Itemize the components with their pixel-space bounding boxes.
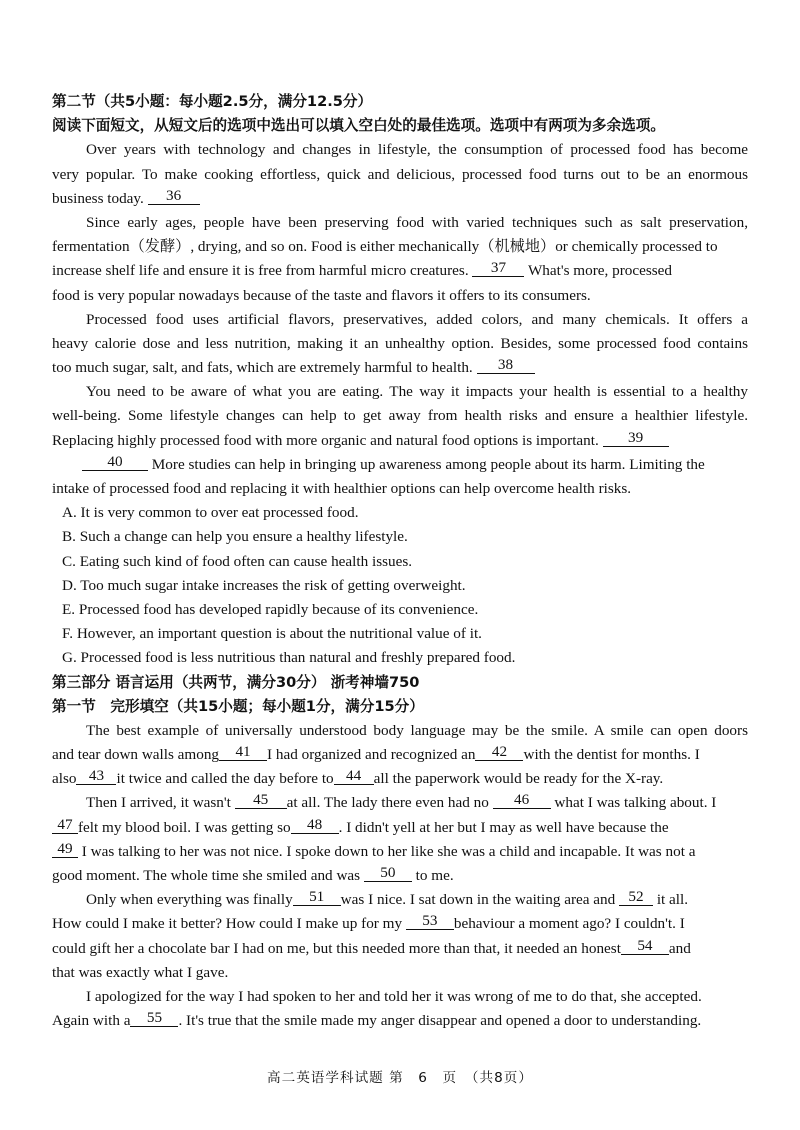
p1-line3 <box>52 187 748 211</box>
blank-51[interactable]: 51 <box>293 889 341 906</box>
p3-text: too much sugar, salt, and fats, which are extremely harmful to health. <box>52 359 473 377</box>
cloze-line8 <box>52 888 748 912</box>
p3-line2: heavy calorie dose and less nutrition, making it an unhealthy option. Besides, some processed food contains <box>52 334 748 352</box>
cloze-text: How could I make it better? How could I make up for my <box>52 915 403 933</box>
cloze-text: Only when everything was finally <box>86 891 293 909</box>
cloze-line2 <box>52 743 748 767</box>
p2-line3 <box>52 259 748 283</box>
blank-55[interactable]: 55 <box>130 1010 178 1027</box>
cloze-text: I was talking to her was not nice. I spoke down to her like she was a child and incapable. It was not a <box>81 842 696 860</box>
blank-53[interactable]: 53 <box>406 913 454 930</box>
section2-instruction: 阅读下面短文，从短文后的选项中选出可以填入空白处的最佳选项。选项中有两项为多余选项。 <box>52 117 665 135</box>
p1-line2: very popular. To make cooking effortless, quick and delicious, processed food turns out to be an enormous <box>52 165 748 183</box>
p2-line4: food is very popular nowadays because of the taste and flavors it offers to its consumers. <box>52 286 591 304</box>
cloze-line11: that was exactly what I gave. <box>52 963 229 981</box>
blank-45[interactable]: 45 <box>235 792 287 809</box>
blank-46[interactable]: 46 <box>493 792 551 809</box>
cloze-text: and tear down walls among <box>52 746 220 764</box>
blank-36[interactable]: 36 <box>148 188 200 205</box>
blank-39[interactable]: 39 <box>603 430 669 447</box>
cloze-text: all the paperwork would be ready for the X-ray. <box>373 770 664 788</box>
cloze-text: I had organized and recognized an <box>267 746 476 764</box>
exam-page <box>52 90 748 1033</box>
cloze-line7 <box>52 864 748 888</box>
cloze-line3 <box>52 767 748 791</box>
option-b: B. Such a change can help you ensure a healthy lifestyle. <box>62 528 408 546</box>
cloze-line13 <box>52 1009 748 1033</box>
cloze-text: Again with a <box>52 1012 131 1030</box>
blank-54[interactable]: 54 <box>621 938 669 955</box>
cloze-text: what I was talking about. I <box>554 794 717 812</box>
cloze-text: could gift her a chocolate bar I had on me, but this needed more than that, it needed an honest <box>52 939 621 957</box>
cloze-text: Then I arrived, it wasn't <box>86 794 231 812</box>
p3-line1: Processed food uses artificial flavors, preservatives, added colors, and many chemicals. It offers a <box>86 310 748 328</box>
option-c: C. Eating such kind of food often can cause health issues. <box>62 552 413 570</box>
p1-text: business today. <box>52 189 144 207</box>
part3-heading: 第三部分 语言运用（共两节，满分30分） 浙考神墙750 <box>52 673 420 691</box>
p5-line2: intake of processed food and replacing it with healthier options can help overcome health risks. <box>52 480 632 497</box>
blank-38[interactable]: 38 <box>477 357 535 374</box>
cloze-text: at all. The lady there even had no <box>286 794 489 812</box>
p5-text: More studies can help in bringing up awareness among people about its harm. Limiting the <box>151 455 705 473</box>
option-a: A. It is very common to over eat processed food. <box>62 504 359 522</box>
p4-line1: You need to be aware of what you are eating. The way it impacts your health is essential to a healthy <box>86 383 748 401</box>
section2-heading: 第二节（共5小题：每小题2.5分，满分12.5分） <box>52 93 373 110</box>
cloze-text: behaviour a moment ago? I couldn't. I <box>453 915 685 933</box>
p5-line1 <box>52 453 748 477</box>
cloze-text: good moment. The whole time she smiled and was <box>52 867 361 884</box>
cloze-text: it twice and called the day before to <box>116 770 334 788</box>
cloze-line9 <box>52 912 748 936</box>
p1-line1: Over years with technology and changes in lifestyle, the consumption of processed food has become <box>86 141 748 159</box>
option-d: D. Too much sugar intake increases the risk of getting overweight. <box>62 576 466 594</box>
blank-44[interactable]: 44 <box>334 768 374 785</box>
p4-text: Replacing highly processed food with more organic and natural food options is important. <box>52 431 599 449</box>
cloze-line12: I apologized for the way I had spoken to her and told her it was wrong of me to do that, she accepted. <box>86 987 702 1005</box>
cloze-text: was I nice. I sat down in the waiting area and <box>340 891 616 909</box>
cloze-line6 <box>52 840 748 864</box>
blank-40[interactable]: 40 <box>82 454 148 471</box>
blank-42[interactable]: 42 <box>475 744 523 761</box>
option-e: E. Processed food has developed rapidly because of its convenience. <box>62 600 479 618</box>
cloze-text: felt my blood boil. I was getting so <box>78 818 291 836</box>
cloze-text: also <box>52 770 77 788</box>
blank-49[interactable]: 49 <box>52 841 78 858</box>
p2-text: fermentation（发酵）, drying, and so on. Food is either mechanically（机械地）or chemically processed to <box>52 238 718 256</box>
cloze-text: . I didn't yell at her but I may as well have because the <box>338 818 669 836</box>
p2-line1: Since early ages, people have been preserving food with varied techniques such as salt preservation, <box>86 213 748 231</box>
cloze-line1: The best example of universally understood body language may be the smile. A smile can open doors <box>86 721 748 739</box>
blank-50[interactable]: 50 <box>364 865 412 882</box>
cloze-line5 <box>52 816 748 840</box>
p2-line2 <box>52 235 748 259</box>
cloze-text: it all. <box>656 891 689 909</box>
cloze-line10 <box>52 937 748 961</box>
cloze-text: . It's true that the smile made my anger disappear and opened a door to understanding. <box>178 1012 702 1030</box>
page-footer: 高二英语学科试题 第 6 页 （共8页） <box>267 1070 533 1086</box>
cloze-text: and <box>668 939 691 957</box>
blank-37[interactable]: 37 <box>472 260 524 277</box>
cloze-heading: 第一节 完形填空（共15小题；每小题1分，满分15分） <box>52 697 424 715</box>
p4-line2: well-being. Some lifestyle changes can help to get away from health risks and ensure a healthier lifestyle. <box>52 407 748 425</box>
p3-line3 <box>52 356 748 380</box>
blank-52[interactable]: 52 <box>619 889 653 906</box>
blank-47[interactable]: 47 <box>52 817 78 834</box>
cloze-text: to me. <box>415 867 454 884</box>
option-g: G. Processed food is less nutritious than natural and freshly prepared food. <box>62 649 516 667</box>
p4-line3 <box>52 429 748 453</box>
cloze-text: with the dentist for months. I <box>523 746 700 764</box>
blank-41[interactable]: 41 <box>219 744 267 761</box>
cloze-line4 <box>52 791 748 815</box>
p2-text-a: increase shelf life and ensure it is free from harmful micro creatures. <box>52 262 469 280</box>
p2-text-b: What's more, processed <box>527 262 672 280</box>
blank-48[interactable]: 48 <box>291 817 339 834</box>
blank-43[interactable]: 43 <box>76 768 116 785</box>
option-f: F. However, an important question is about the nutritional value of it. <box>62 625 482 643</box>
